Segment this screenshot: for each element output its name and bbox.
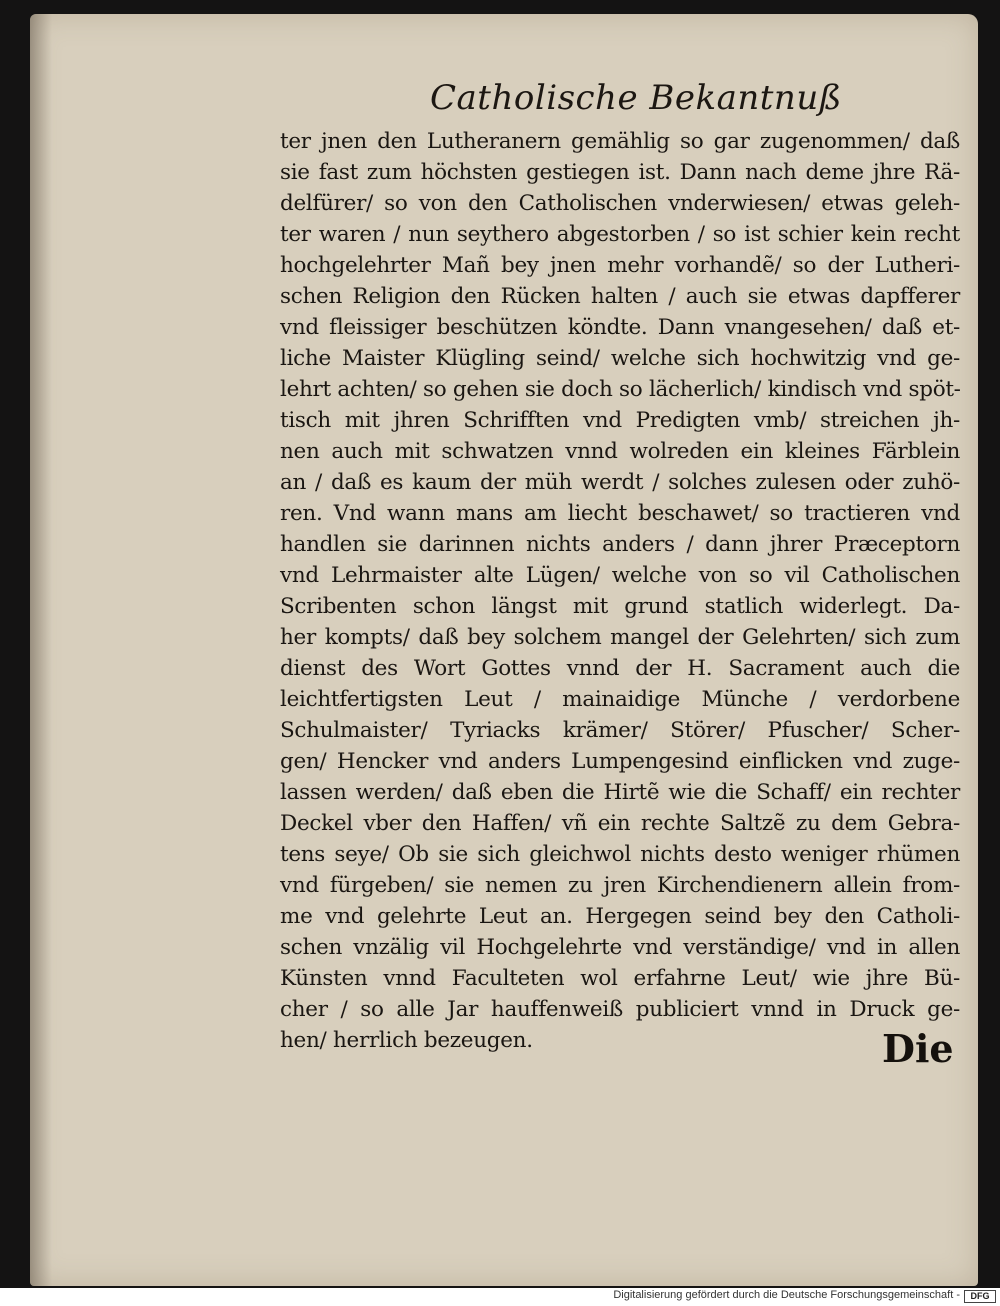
- text-line: Deckel vber den Haffen/ vñ ein rechte Saltzẽ zu dem Gebra-: [280, 811, 960, 836]
- text-line: an / daß es kaum der müh werdt / solches zulesen oder zuhö-: [280, 470, 960, 495]
- text-line: gen/ Hencker vnd anders Lumpengesind einflicken vnd zuge-: [280, 749, 960, 774]
- text-line: vnd Lehrmaister alte Lügen/ welche von so vil Catholischen: [280, 563, 960, 588]
- text-line: tens seye/ Ob sie sich gleichwol nichts desto weniger rhümen: [280, 842, 960, 867]
- text-line: me vnd gelehrte Leut an. Hergegen seind bey den Catholi-: [280, 904, 960, 929]
- text-line: vnd fürgeben/ sie nemen zu jren Kirchendienern allein from-: [280, 873, 960, 898]
- text-line: handlen sie darinnen nichts anders / dann jhrer Præceptorn: [280, 532, 960, 557]
- dfg-logo: DFG: [964, 1290, 996, 1303]
- text-line: liche Maister Klügling seind/ welche sich hochwitzig vnd ge-: [280, 346, 960, 371]
- text-line: nen auch mit schwatzen vnnd wolreden ein kleines Färblein: [280, 439, 960, 464]
- text-line: vnd fleissiger beschützen köndte. Dann vnangesehen/ daß et-: [280, 315, 960, 340]
- text-line: Künsten vnnd Faculteten wol erfahrne Leut/ wie jhre Bü-: [280, 966, 960, 991]
- text-line: leichtfertigsten Leut / mainaidige Münche / verdorbene: [280, 687, 960, 712]
- text-line: hochgelehrter Mañ bey jnen mehr vorhandẽ/ so der Lutheri-: [280, 253, 960, 278]
- gutter-shadow: [30, 14, 52, 1286]
- running-head: Catholische Bekantnuß: [430, 78, 842, 118]
- text-line: Schulmaister/ Tyriacks krämer/ Störer/ Pfuscher/ Scher-: [280, 718, 960, 743]
- text-line: hen/ herrlich bezeugen.: [280, 1028, 533, 1053]
- footer-bar: [0, 1288, 1000, 1306]
- text-line: tisch mit jhren Schrifften vnd Predigten vmb/ streichen jh-: [280, 408, 960, 433]
- text-line: cher / so alle Jar hauffenweiß publiciert vnnd in Druck ge-: [280, 997, 960, 1022]
- text-line: lehrt achten/ so gehen sie doch so lächerlich/ kindisch vnd spöt-: [280, 377, 961, 402]
- text-line: ter waren / nun seythero abgestorben / so ist schier kein recht: [280, 222, 960, 247]
- text-line: her kompts/ daß bey solchem mangel der Gelehrten/ sich zum: [280, 625, 960, 650]
- text-line: ren. Vnd wann mans am liecht beschawet/ so tractieren vnd: [280, 501, 960, 526]
- text-line: Scribenten schon längst mit grund statlich widerlegt. Da-: [280, 594, 960, 619]
- text-line: dienst des Wort Gottes vnnd der H. Sacrament auch die: [280, 656, 960, 681]
- funding-notice: Digitalisierung gefördert durch die Deutsche Forschungsgemeinschaft -: [613, 1289, 960, 1301]
- text-line: ter jnen den Lutheranern gemählig so gar zugenommen/ daß: [280, 129, 960, 154]
- text-line: schen vnzälig vil Hochgelehrte vnd verständige/ vnd in allen: [280, 935, 960, 960]
- text-block: [280, 126, 960, 1056]
- text-line: schen Religion den Rücken halten / auch sie etwas dapfferer: [280, 284, 960, 309]
- text-line: lassen werden/ daß eben die Hirtẽ wie die Schaff/ ein rechter: [280, 780, 960, 805]
- text-line: sie fast zum höchsten gestiegen ist. Dann nach deme jhre Rä-: [280, 160, 960, 185]
- catchword: Die: [882, 1026, 954, 1071]
- text-line: delfürer/ so von den Catholischen vnderwiesen/ etwas geleh-: [280, 191, 960, 216]
